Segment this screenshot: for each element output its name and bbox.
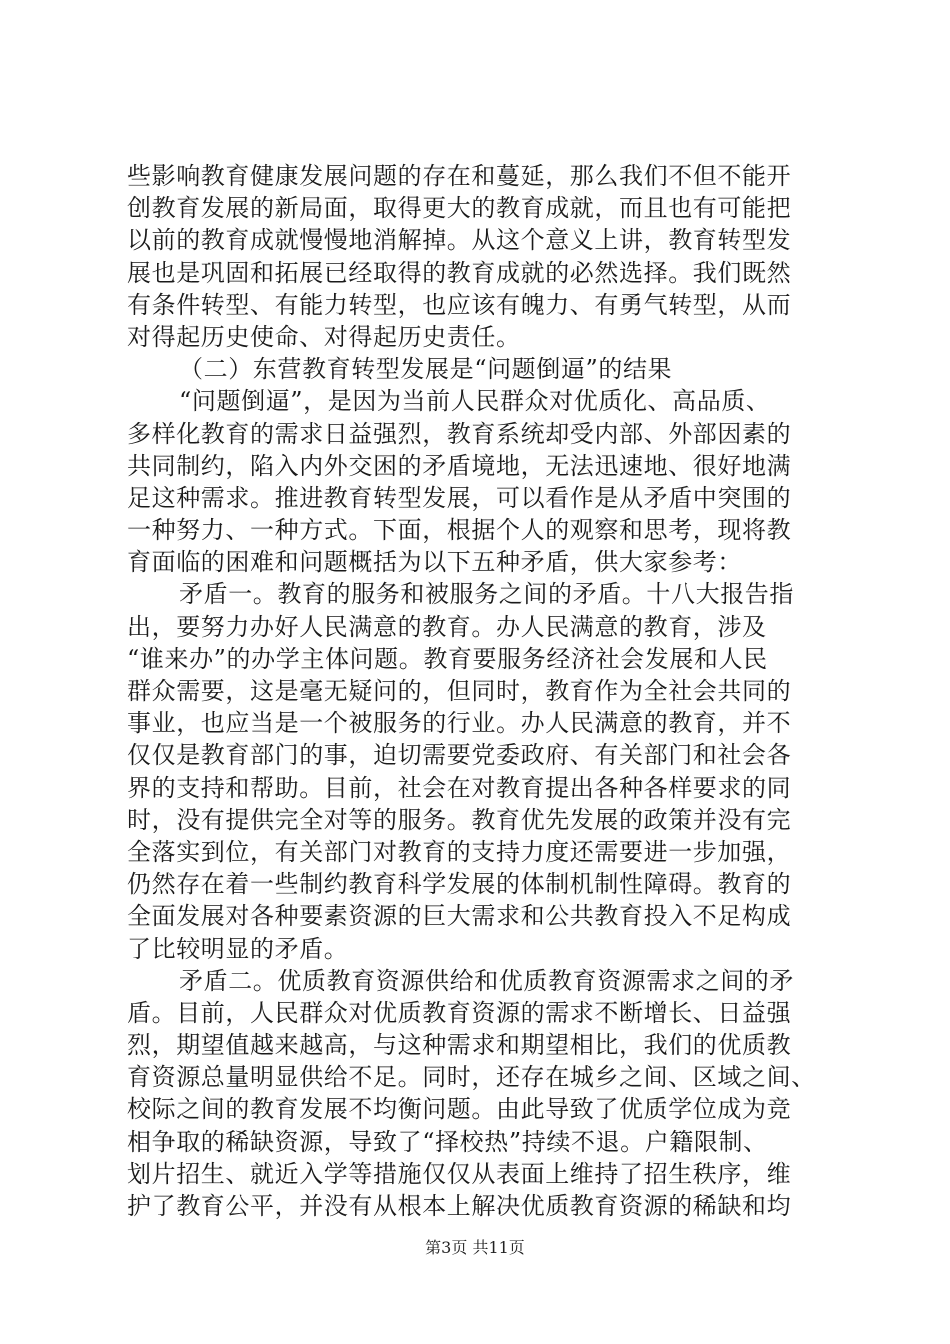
text-line: “问题倒逼”，是因为当前人民群众对优质化、高品质、 [179,387,771,416]
text-line: 些影响教育健康发展问题的存在和蔓延，那么我们不但不能开 [127,162,792,190]
text-line: 相争取的稀缺资源，导致了“择校热”持续不退。户籍限制、 [127,1127,768,1156]
text-line: 盾。目前，人民群众对优质教育资源的需求不断增长、日益强 [127,998,792,1027]
text-line: 足这种需求。推进教育转型发展，可以看作是从矛盾中突围的 [127,483,792,512]
text-line: 界的支持和帮助。目前，社会在对教育提出各种各样要求的同 [127,773,792,802]
text-line: 仅仅是教育部门的事，迫切需要党委政府、有关部门和社会各 [127,741,792,770]
text-line: 育资源总量明显供给不足。同时，还存在城乡之间、区域之间、 [127,1063,816,1092]
text-line: 矛盾二。优质教育资源供给和优质教育资源需求之间的矛 [179,966,794,995]
text-line: 全落实到位，有关部门对教育的支持力度还需要进一步加强， [127,837,792,866]
text-line: 多样化教育的需求日益强烈，教育系统却受内部、外部因素的 [127,419,792,448]
text-line: 展也是巩固和拓展已经取得的教育成就的必然选择。我们既然 [127,258,792,287]
text-line: 群众需要，这是毫无疑问的，但同时，教育作为全社会共同的 [127,677,792,705]
text-line: 育面临的困难和问题概括为以下五种矛盾，供大家参考： [127,548,742,577]
text-line: 烈，期望值越来越高，与这种需求和期望相比，我们的优质教 [127,1031,792,1060]
section-heading: （二）东营教育转型发展是“问题倒逼”的结果 [179,355,673,384]
body-text [127,160,827,1222]
text-line: 划片招生、就近入学等措施仅仅从表面上维持了招生秩序，维 [127,1159,792,1188]
text-line: 全面发展对各种要素资源的巨大需求和公共教育投入不足构成 [127,902,792,931]
text-line: 校际之间的教育发展不均衡问题。由此导致了优质学位成为竞 [127,1095,792,1124]
text-line: 时，没有提供完全对等的服务。教育优先发展的政策并没有完 [127,805,792,834]
text-line: 以前的教育成就慢慢地消解掉。从这个意义上讲，教育转型发 [127,226,792,255]
text-line: 事业，也应当是一个被服务的行业。办人民满意的教育，并不 [127,709,792,738]
text-line: 一种努力、一种方式。下面，根据个人的观察和思考，现将教 [127,516,792,545]
text-line: 护了教育公平，并没有从根本上解决优质教育资源的稀缺和均 [127,1192,792,1220]
text-line: 创教育发展的新局面，取得更大的教育成就，而且也有可能把 [127,194,792,223]
text-line: 了比较明显的矛盾。 [127,934,349,963]
text-line: 对得起历史使命、对得起历史责任。 [127,322,521,351]
text-line: 共同制约，陷入内外交困的矛盾境地，无法迅速地、很好地满 [127,451,792,480]
text-line: 出，要努力办好人民满意的教育。办人民满意的教育，涉及 [127,612,767,641]
text-line: “谁来办”的办学主体问题。教育要服务经济社会发展和人民 [127,644,768,673]
page-number-footer: 第3页 共11页 [425,1238,525,1257]
text-line: 仍然存在着一些制约教育科学发展的体制机制性障碍。教育的 [127,870,792,899]
text-line: 矛盾一。教育的服务和被服务之间的矛盾。十八大报告指 [179,580,794,609]
text-line: 有条件转型、有能力转型，也应该有魄力、有勇气转型，从而 [127,290,792,319]
